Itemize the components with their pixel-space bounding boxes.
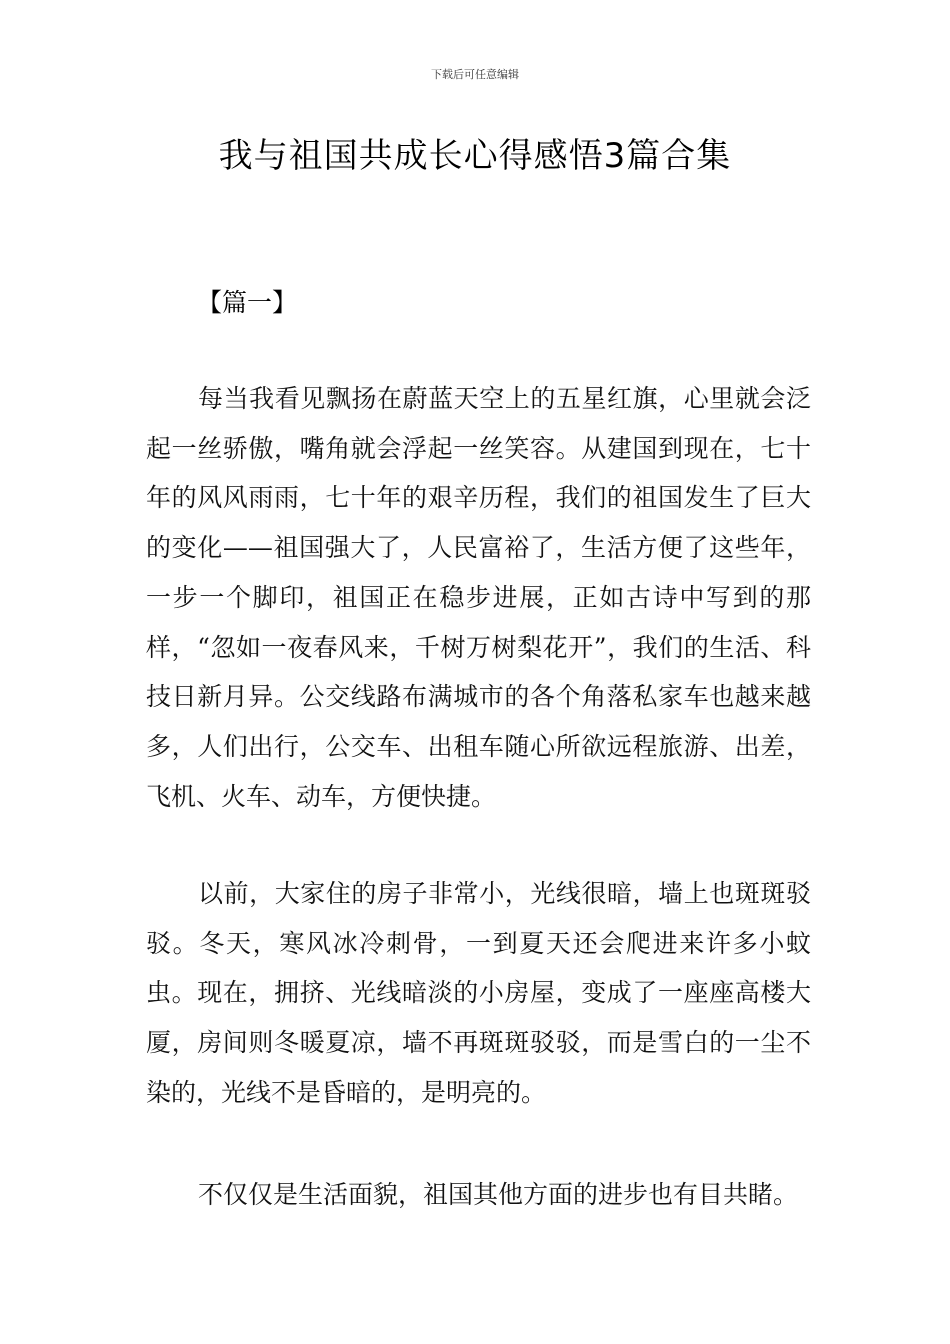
section-label: 【篇一】	[197, 288, 298, 317]
document-title: 我与祖国共成长心得感悟3篇合集	[218, 136, 732, 176]
paragraph-2: 以前，大家住的房子非常小，光线很暗，墙上也斑斑驳驳。冬天，寒风冰冷刺骨，一到夏天还会爬进来许多小蚊虫。现在，拥挤、光线暗淡的小房屋，变成了一座座高楼大厦，房间则冬暖夏凉，墙不再斑斑驳驳，而是雪白的一尘不染的，光线不是昏暗的，是明亮的。	[146, 879, 811, 1107]
header-note: 下载后可任意编辑	[431, 68, 519, 81]
paragraph-1: 每当我看见飘扬在蔚蓝天空上的五星红旗，心里就会泛起一丝骄傲，嘴角就会浮起一丝笑容。从建国到现在，七十年的风风雨雨，七十年的艰辛历程，我们的祖国发生了巨大的变化——祖国强大了，人民富裕了，生活方便了这些年，一步一个脚印，祖国正在稳步进展，正如古诗中写到的那样，“忽如一夜春风来，千树万树梨花开”，我们的生活、科技日新月异。公交线路布满城市的各个角落私家车也越来越多，人们出行，公交车、出租车随心所欲远程旅游、出差，飞机、火车、动车，方便快捷。	[146, 384, 811, 811]
paragraph-3: 不仅仅是生活面貌，祖国其他方面的进步也有目共睹。	[198, 1180, 799, 1209]
